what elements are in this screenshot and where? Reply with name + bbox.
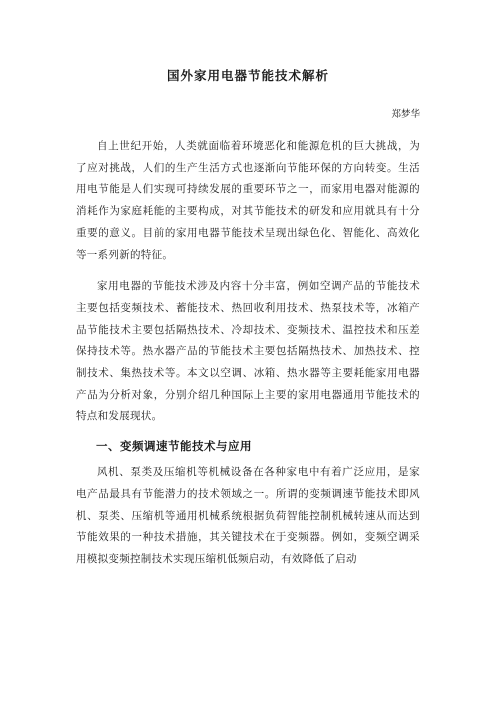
- paragraph-overview: 家用电器的节能技术涉及内容十分丰富，例如空调产品的节能技术主要包括变频技术、蓄能技术、热回收利用技术、热泵技术等，冰箱产品节能技术主要包括隔热技术、冷却技术、变频技术、温控技术和压差保持技术等。热水器产品的节能技术主要包括隔热技术、加热技术、控制技术、集热技术等。本文以空调、冰箱、热水器等主要耗能家用电器产品为分析对象，分别介绍几种国际上主要的家用电器通用节能技术的特点和发展现状。: [76, 280, 420, 423]
- author-name: 郑梦华: [391, 109, 420, 120]
- paragraph-section-1: 风机、泵类及压缩机等机械设备在各种家电中有着广泛应用，是家电产品最具有节能潜力的技术领域之一。所谓的变频调速节能技术即风机、泵类、压缩机等通用机械系统根据负荷智能控制机械转速从而达到节能效果的一种技术措施，其关键技术在于变频器。例如，变频空调采用模拟变频控制技术实现压缩机低频启动，有效降低了启动: [76, 466, 420, 565]
- paragraph-intro: 自上世纪开始，人类就面临着环境恶化和能源危机的巨大挑战，为了应对挑战，人们的生产生活方式也逐渐向节能环保的方向转变。生活用电节能是人们实现可持续发展的重要环节之一，而家用电器对能源的消耗作为家庭耗能的主要构成，对其节能技术的研发和应用就具有十分重要的意义。目前的家用电器节能技术呈现出绿色化、智能化、高效化等一系列新的特征。: [76, 140, 420, 261]
- document-title: 国外家用电器节能技术解析: [166, 68, 329, 83]
- section-heading: 一、变频调速节能技术与应用: [96, 439, 252, 454]
